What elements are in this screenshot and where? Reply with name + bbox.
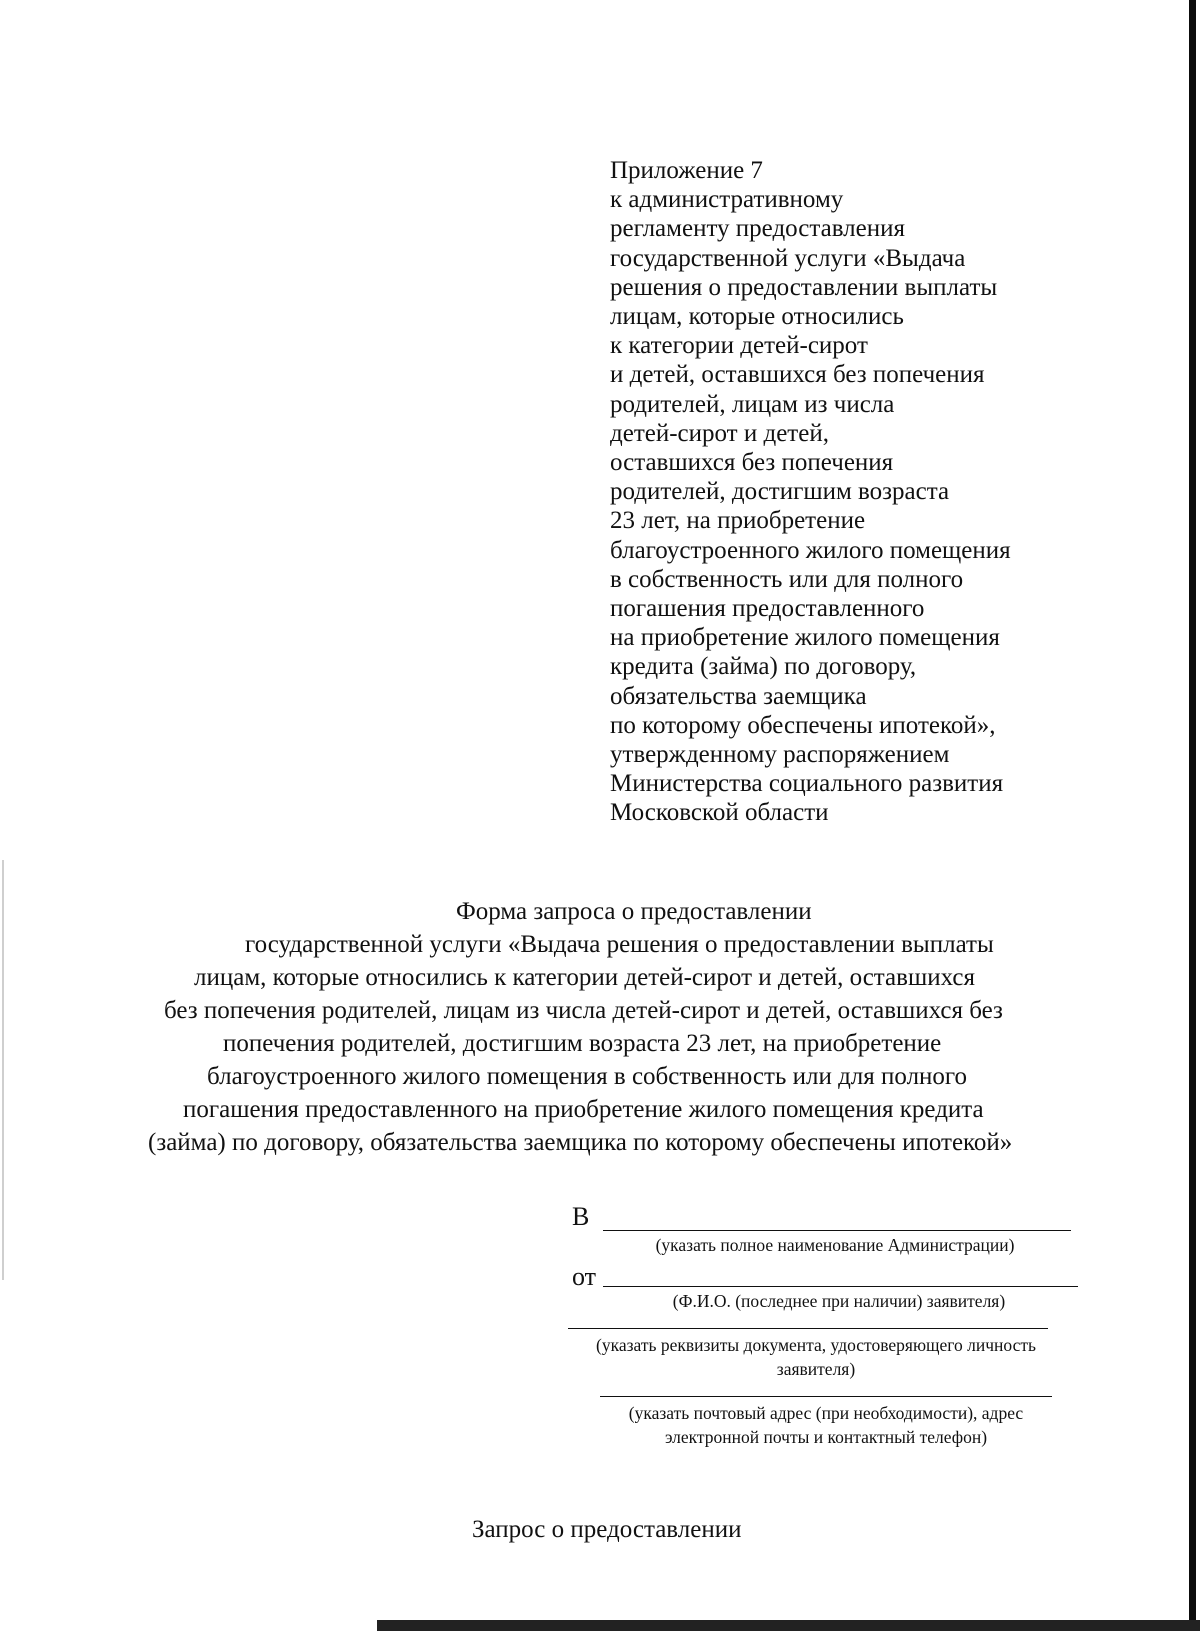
appendix-line: Приложение 7 — [610, 157, 763, 184]
contact-caption-line2: электронной почты и контактный телефон) — [664, 1427, 988, 1447]
scan-edge-bottom — [377, 1620, 1200, 1631]
request-heading: Запрос о предоставлении — [472, 1516, 742, 1543]
appendix-line: детей-сирот и детей, — [610, 419, 829, 447]
appendix-line: кредита (займа) по договору, — [610, 653, 917, 681]
to-caption: (указать полное наименование Администрации) — [655, 1235, 1015, 1255]
to-blank-line[interactable] — [603, 1230, 1071, 1231]
appendix-line: родителей, достигшим возраста — [610, 478, 950, 506]
appendix-line: решения о предоставлении выплаты — [610, 273, 998, 301]
appendix-line: благоустроенного жилого помещения — [610, 536, 1011, 564]
appendix-line: Московской области — [610, 799, 829, 827]
form-title-line: лицам, которые относились к категории детей-сирот и детей, оставшихся — [194, 964, 975, 991]
form-title-line: Форма запроса о предоставлении — [456, 898, 812, 925]
appendix-line: утвержденному распоряжением — [610, 741, 950, 769]
appendix-line: в собственность или для полного — [610, 565, 964, 593]
from-blank-line[interactable] — [603, 1286, 1078, 1287]
scan-edge-right — [1189, 0, 1196, 1631]
form-title-line: (займа) по договору, обязательства заемщика по которому обеспечены ипотекой» — [148, 1129, 1013, 1156]
id-document-blank-line[interactable] — [568, 1328, 1048, 1329]
form-title-line: погашения предоставленного на приобретение жилого помещения кредита — [183, 1096, 984, 1123]
id-caption-line2: заявителя) — [776, 1359, 856, 1379]
appendix-line: лицам, которые относились — [610, 303, 904, 331]
appendix-line: 23 лет, на приобретение — [610, 507, 866, 535]
appendix-line: к категории детей-сирот — [610, 332, 868, 360]
appendix-line: погашения предоставленного — [610, 595, 925, 623]
appendix-header — [610, 156, 1170, 828]
appendix-line: оставшихся без попечения — [610, 449, 894, 477]
appendix-line: Министерства социального развития — [610, 770, 1004, 798]
from-caption: (Ф.И.О. (последнее при наличии) заявителя) — [672, 1291, 1006, 1311]
appendix-line: обязательства заемщика — [610, 682, 867, 710]
appendix-line: на приобретение жилого помещения — [610, 624, 1000, 652]
form-title-line: государственной услуги «Выдача решения о предоставлении выплаты — [245, 931, 994, 958]
form-title-line: без попечения родителей, лицам из числа детей-сирот и детей, оставшихся без — [164, 997, 1003, 1024]
appendix-line: родителей, лицам из числа — [610, 390, 895, 418]
contact-caption-line1: (указать почтовый адрес (при необходимости), адрес — [628, 1403, 1024, 1423]
form-title-line: попечения родителей, достигшим возраста 23 лет, на приобретение — [223, 1030, 942, 1057]
appendix-line: и детей, оставшихся без попечения — [610, 361, 985, 389]
form-title-line: благоустроенного жилого помещения в собственность или для полного — [207, 1063, 968, 1090]
from-label: от — [572, 1262, 597, 1291]
to-label: В — [572, 1202, 590, 1231]
appendix-line: по которому обеспечены ипотекой», — [610, 711, 996, 739]
appendix-line: к административному — [610, 186, 844, 214]
contact-blank-line[interactable] — [600, 1396, 1052, 1397]
appendix-line: государственной услуги «Выдача — [610, 244, 966, 272]
id-caption-line1: (указать реквизиты документа, удостоверяющего личность — [596, 1335, 1036, 1355]
appendix-line: регламенту предоставления — [610, 215, 906, 243]
scan-edge-left — [2, 860, 4, 1280]
